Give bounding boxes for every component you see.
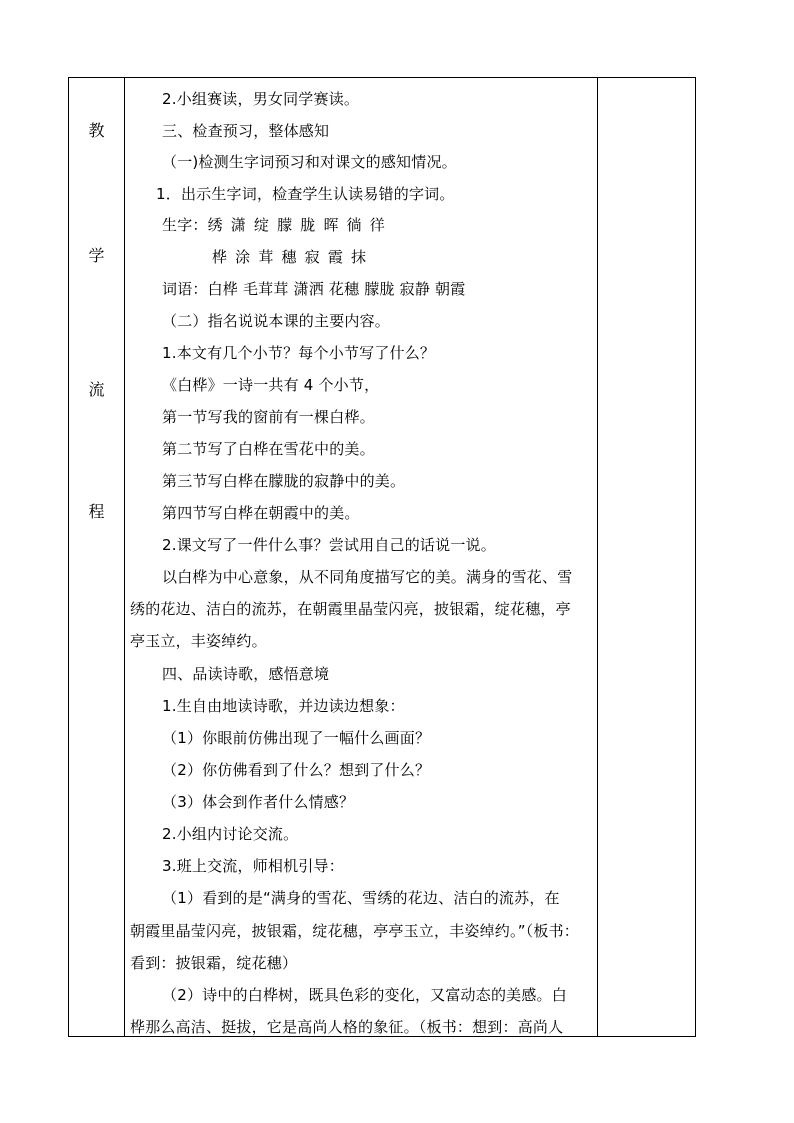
question-line: （2）你仿佛看到了什么？想到了什么？ xyxy=(162,761,431,779)
text-line: 《白桦》一诗一共有 4 个小节， xyxy=(162,376,380,394)
text-line: 1.生自由地读诗歌，并边读边想象： xyxy=(162,697,405,715)
side-label-4: 程 xyxy=(88,502,105,521)
side-label-2: 学 xyxy=(88,246,105,265)
paragraph-line: 以白桦为中心意象，从不同角度描写它的美。满身的雪花、雪 xyxy=(162,568,573,586)
side-label-1: 教 xyxy=(88,121,105,140)
paragraph-line: 亭玉立，丰姿绰约。 xyxy=(130,632,267,650)
side-label-3: 流 xyxy=(88,380,105,399)
text-line: 1．出示生字词，检查学生认读易错的字词。 xyxy=(156,185,455,203)
paragraph-line: 朝霞里晶莹闪亮，披银霜，绽花穗，亭亭玉立，丰姿绰约。”（板书： xyxy=(130,922,579,940)
column-divider-left xyxy=(124,78,125,1036)
paragraph-line: 绣的花边、洁白的流苏，在朝霞里晶莹闪亮，披银霜，绽花穗，亭 xyxy=(130,600,571,618)
question-line: 2.课文写了一件什么事？尝试用自己的话说一说。 xyxy=(162,536,496,554)
text-line: 第一节写我的窗前有一棵白桦。 xyxy=(162,408,375,426)
vocabulary-line: 词语：白桦 毛茸茸 潇洒 花穗 朦胧 寂静 朝霞 xyxy=(162,280,466,298)
text-line: 2.小组赛读，男女同学赛读。 xyxy=(162,90,360,108)
section-heading: 四、品读诗歌，感悟意境 xyxy=(162,665,330,683)
paragraph-line: 看到：披银霜，绽花穗） xyxy=(130,954,298,972)
lesson-table xyxy=(68,77,696,1037)
text-line: （二）指名说说本课的主要内容。 xyxy=(162,312,391,330)
paragraph-line: （1）看到的是“满身的雪花、雪绣的花边、洁白的流苏，在 xyxy=(162,889,560,907)
notes-cell xyxy=(598,78,695,1036)
text-line: 3.班上交流，师相机引导： xyxy=(162,857,344,875)
section-heading: 三、检查预习，整体感知 xyxy=(162,122,330,140)
content-cell xyxy=(126,78,596,1036)
new-characters-line: 桦 涂 茸 穗 寂 霞 抹 xyxy=(212,248,367,266)
question-line: （3）体会到作者什么情感？ xyxy=(162,793,355,811)
text-line: 2.小组内讨论交流。 xyxy=(162,825,299,843)
text-line: 第三节写白桦在朦胧的寂静中的美。 xyxy=(162,472,406,490)
paragraph-line: （2）诗中的白桦树，既具色彩的变化，又富动态的美感。白 xyxy=(162,986,567,1004)
new-characters-line: 生字：绣 潇 绽 朦 胧 晖 徜 徉 xyxy=(162,216,385,234)
question-line: 1.本文有几个小节？每个小节写了什么？ xyxy=(162,344,436,362)
text-line: 第二节写了白桦在雪花中的美。 xyxy=(162,440,375,458)
paragraph-line: 桦那么高洁、挺拔，它是高尚人格的象征。（板书：想到：高尚人 xyxy=(130,1018,564,1036)
question-line: （1）你眼前仿佛出现了一幅什么画面？ xyxy=(162,729,431,747)
text-line: （一)检测生字词预习和对课文的感知情况。 xyxy=(162,153,457,171)
text-line: 第四节写白桦在朝霞中的美。 xyxy=(162,504,360,522)
